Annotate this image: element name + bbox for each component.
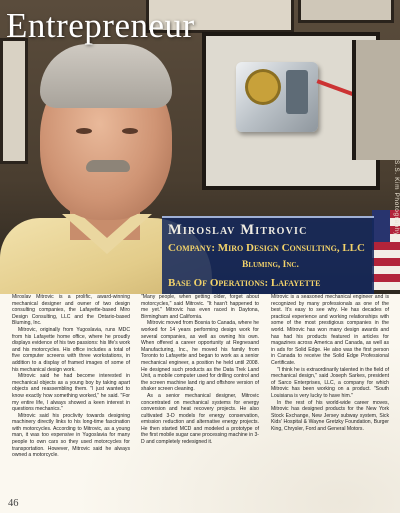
paragraph: Mitrovic, originally from Yugoslavia, runs MDC from his Lafayette home office, where he proudly displays evidence of his two passions: his life's work and his motorcycles. His office includes a total of five computer screens with three workstations, in addition to a display of framed images of some of his mechanical design work. bbox=[12, 326, 130, 373]
paragraph: Mitrovic said he had become interested in mechanical objects as a young boy by taking apart objects and reassembling them. "I just wanted to know exactly how something worked," he said. "For my entire life, I always showed a keen interest in questions mechanics." bbox=[12, 373, 130, 413]
page-number: 46 bbox=[8, 498, 19, 509]
wall-frame-left bbox=[0, 38, 28, 164]
mechanical-device-illustration bbox=[236, 62, 318, 132]
paragraph: Mitrovic is a seasoned mechanical engineer and is recognized by many professionals as one of the best. It's easy to see why. He has decades of practical experience and working relationships with some of the most prestigious companies in the world. Mitrovic has won many design awards and has had his products featured in articles for magazines across America and Canada, as well as in ads for Solid Edge. He also was the first person in Canada to receive the Solid Edge Professional Certificate. bbox=[271, 294, 389, 366]
article-column-2 bbox=[141, 294, 259, 446]
article-body bbox=[0, 294, 400, 513]
article-column-3 bbox=[271, 294, 389, 432]
person-eye-left bbox=[76, 128, 92, 134]
person-hair bbox=[40, 44, 172, 108]
section-title: Entrepreneur bbox=[6, 6, 195, 45]
paragraph: "Many people, when getting older, forget about motorcycles," said Mitrovic. "It hasn't happened to me yet." Mitrovic has even raced in Daytona, Birmingham and California. bbox=[141, 294, 259, 320]
paragraph: Mitrovic moved from Bosnia to Canada, where he worked for 14 years performing design work for several companies, as well as owning his own. When offered a career opportunity at Regnesand Manufacturing, Inc., he moved his family from Toronto to Lafayette and began to work as a senior mechanical engineer, a position he held until 2008. He designed such products as the Data Trek Land Unit, a mobile computer used for drilling control and the screen machine land rig and offshore version of shaker screen cleaning. bbox=[141, 320, 259, 393]
article-column-1 bbox=[12, 294, 130, 459]
paragraph: Mitrovic said his proclivity towards designing machinery directly links to his long-time fascination with motorcycles. According to Mitrovic, as a young man, it was too expensive in Yugoslavia for many people to own cars so they used motorcycles for transportation. However, Mitrovic said he always owned a motorcycle. bbox=[12, 412, 130, 459]
profile-base: Base Of Operations: Lafayette bbox=[168, 277, 321, 289]
paragraph: Miroslav Mitrovic is a prolific, award-winning mechanical designer and owner of two design consulting companies, the Lafayette-based Miro Design Consulting, LLC and the Ontario-based Bluming, Inc. bbox=[12, 294, 130, 327]
paragraph: In the rest of his world-wide career moves, Mitrovic has designed products for the New York Stock Exchange, New Jersey subway system, Sick Kids' Hospital & Wayne Gretzky Foundation, Burger King, Chrysler, Ford and General Motors. bbox=[271, 399, 389, 432]
wall-frame-top-right bbox=[298, 0, 394, 23]
photo-credit: S.S. Kim Photography bbox=[393, 160, 400, 236]
profile-name: Miroslav Mitrovic bbox=[168, 222, 308, 238]
device-wire bbox=[317, 79, 356, 96]
person-mustache bbox=[86, 160, 130, 172]
profile-company: Company: Miro Design Consulting, LLC bbox=[168, 242, 365, 254]
paragraph: As a senior mechanical designer, Mitrovic concentrated on mechanical systems for energy conversion and heat recovery projects. He also cultivated 3-D models for energy conservation, emission reduction and alternative energy projects. He then started MCD and modeled a prototype of the first mobile sugar cane processing machine in 3-D and completely redesigned it. bbox=[141, 392, 259, 446]
profile-box bbox=[162, 216, 374, 296]
wall-frame-side bbox=[352, 40, 400, 160]
person-eye-right bbox=[122, 128, 138, 134]
profile-secondary-company: Bluming, Inc. bbox=[242, 260, 299, 270]
paragraph: "I think he is extraordinarily talented in the field of mechanical design," said Joseph Sarkes, president of Sarco Enterprises, LLC, a company for which Mitrovic has been working on a product. "South Louisiana is very lucky to have him." bbox=[271, 366, 389, 399]
